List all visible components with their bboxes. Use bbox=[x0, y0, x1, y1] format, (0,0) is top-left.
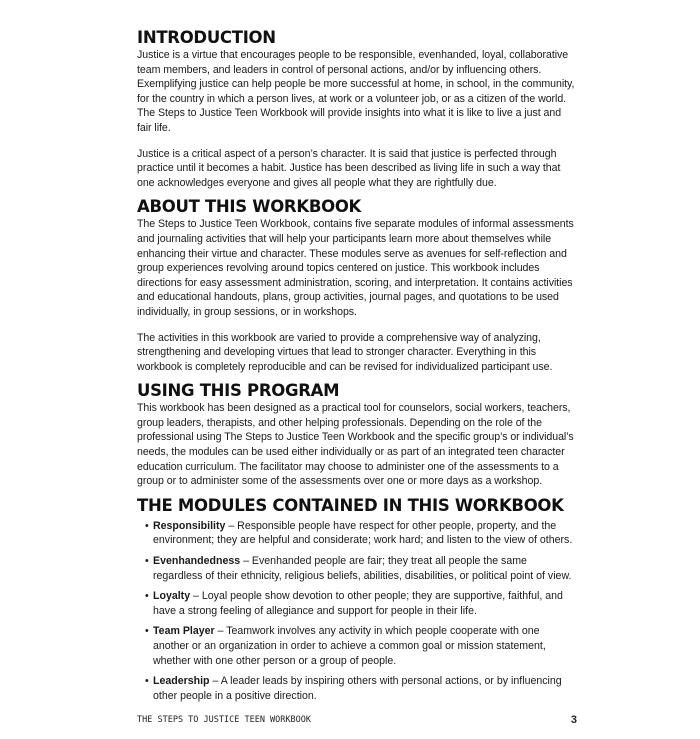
module-desc: – Evenhanded people are fair; they treat all people the same regardless of their ethnicity, religious beliefs, abilities, disabilities, or political point of view. bbox=[153, 555, 572, 582]
module-term: Leadership bbox=[153, 675, 210, 688]
section-heading: USING THIS PROGRAM bbox=[137, 381, 340, 401]
page bbox=[137, 0, 577, 739]
section-introduction bbox=[137, 28, 577, 190]
module-term: Team Player bbox=[153, 625, 215, 638]
paragraph: The Steps to Justice Teen Workbook, contains five separate modules of informal assessments and journaling activities that will help your participants learn more about themselves while enhancing their virtue and character. These modules serve as avenues for self-reflection and group experiences revolving around topics centered on justice. This workbook includes directions for easy assessment administration, scoring, and interpretation. It contains activities and educational handouts, plans, group activities, journal pages, and quotations to be used individually, in group sessions, or in workshops. bbox=[137, 218, 574, 318]
module-desc: – A leader leads by inspiring others with personal actions, or by influencing other people in a positive direction. bbox=[153, 675, 562, 702]
paragraph: The activities in this workbook are varied to provide a comprehensive way of analyzing, strengthening and developing virtues that lead to stronger character. Everything in this workbook is completely reproducible and can be revised for individualized participant use. bbox=[137, 331, 553, 373]
page-number: 3 bbox=[570, 714, 577, 727]
module-desc: – Teamwork involves any activity in which people cooperate with one another or an organization in order to achieve a common goal or mission statement, whether with one other person or a group of people. bbox=[153, 625, 546, 667]
footer-title: THE STEPS TO JUSTICE TEEN WORKBOOK bbox=[137, 715, 311, 726]
list-item bbox=[137, 674, 577, 703]
section-heading: THE MODULES CONTAINED IN THIS WORKBOOK bbox=[137, 495, 564, 515]
section-modules bbox=[137, 496, 577, 704]
module-term: Responsibility bbox=[153, 519, 226, 532]
paragraph: This workbook has been designed as a practical tool for counselors, social workers, teachers, group leaders, therapists, and other helping professionals. Depending on the role of the professional using The Steps to Justice Teen Workbook and the specific group’s or individual’s needs, the modules can be used either individually or as part of an integrated teen character education curriculum. The facilitator may choose to administer one of the assessments to a group or to administer some of the assessments over one or more days as a workshop. bbox=[137, 402, 574, 488]
list-item bbox=[137, 624, 577, 668]
paragraph: Justice is a critical aspect of a person’s character. It is said that justice is perfected through practice until it becomes a habit. Justice has been described as living life in such a way that one acknowledges everyone and gives all people what they are rightfully due. bbox=[137, 147, 561, 189]
bullet-icon: • bbox=[145, 590, 149, 603]
module-term: Evenhandedness bbox=[153, 555, 241, 568]
paragraph: Justice is a virtue that encourages people to be responsible, evenhanded, loyal, collaborative team members, and leaders in control of personal actions, and/or by influencing others. Exemplifying justice can help people be more successful at home, in school, in the community, for the country in which a person lives, at work or a volunteer job, or as a citizen of the world. The Steps to Justice Teen Workbook will provide insights into what it is like to live a just and fair life. bbox=[137, 49, 575, 134]
list-item bbox=[137, 589, 577, 618]
bullet-icon: • bbox=[145, 555, 149, 568]
section-about bbox=[137, 197, 577, 374]
bullet-icon: • bbox=[145, 519, 149, 532]
page-footer bbox=[137, 713, 577, 727]
bullet-icon: • bbox=[145, 625, 149, 638]
module-desc: – Loyal people show devotion to other people; they are supportive, faithful, and have a strong feeling of allegiance and support for people in their life. bbox=[153, 590, 563, 617]
bullet-icon: • bbox=[145, 675, 149, 688]
list-item bbox=[137, 519, 577, 548]
modules-list bbox=[137, 519, 577, 704]
section-using bbox=[137, 381, 577, 489]
list-item bbox=[137, 554, 577, 583]
module-term: Loyalty bbox=[153, 590, 191, 603]
page-body bbox=[137, 28, 577, 703]
module-desc: – Responsible people have respect for other people, property, and the environment; they are helpful and considerate; work hard; and listen to the view of others. bbox=[153, 519, 573, 547]
section-heading: INTRODUCTION bbox=[137, 28, 276, 47]
section-heading: ABOUT THIS WORKBOOK bbox=[137, 197, 362, 217]
